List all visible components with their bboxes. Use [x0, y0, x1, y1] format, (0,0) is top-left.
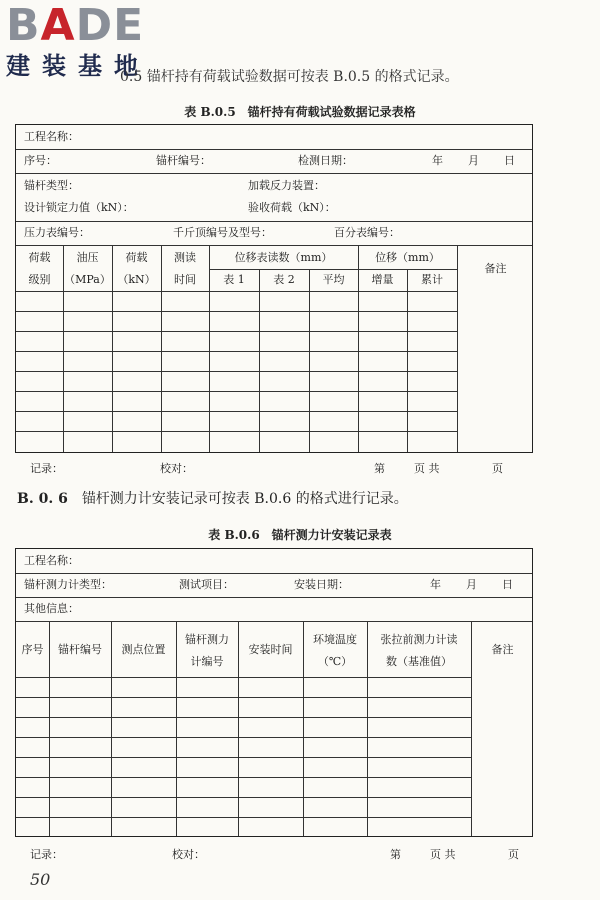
table1 — [15, 124, 533, 453]
t1-acceptance-load: 验收荷载（kN）： — [248, 201, 336, 214]
t2-year: 年 — [430, 578, 441, 591]
t2-h-point-pos: 测点位置 — [121, 643, 166, 656]
t1-h-gauge2: 表 2 — [273, 273, 295, 286]
t1-footer-checker: 校对： — [160, 462, 193, 475]
t1-project-name: 工程名称： — [24, 130, 79, 143]
t1-serial-no: 序号： — [24, 154, 57, 167]
t2-month: 月 — [466, 578, 477, 591]
intro-line: 0.5 锚杆持有荷载试验数据可按表 B.0.5 的格式记录。 — [120, 69, 459, 85]
t1-h-disp-readings: 位移表读数（mm） — [234, 251, 333, 264]
t1-design-lock-value: 设计锁定力值（kN）： — [24, 201, 134, 214]
t2-footer-page-mid: 页 共 — [430, 848, 456, 861]
t2-project-name: 工程名称： — [24, 554, 79, 567]
t1-h-gauge1: 表 1 — [223, 273, 245, 286]
t1-footer-page-pre: 第 — [374, 462, 385, 475]
t2-footer-checker: 校对： — [172, 848, 205, 861]
t1-test-date: 检测日期： — [298, 154, 353, 167]
t2-day: 日 — [502, 578, 513, 591]
t1-reaction-device: 加载反力装置： — [248, 179, 325, 192]
t1-h-increment: 增量 — [371, 273, 394, 286]
t2-h-install-time: 安装时间 — [248, 643, 293, 656]
t2-other-info: 其他信息： — [24, 602, 79, 615]
t1-h-cumulative: 累计 — [421, 273, 443, 286]
t2-h-pre-reading-1: 张拉前测力计读 — [380, 633, 458, 646]
t1-anchor-type: 锚杆类型： — [24, 179, 79, 192]
t2-h-remarks: 备注 — [491, 643, 514, 656]
t1-h-load-level-2: 级别 — [28, 273, 51, 286]
t2-h-env-temp-1: 环境温度 — [313, 633, 357, 646]
table2 — [15, 548, 533, 837]
t2-h-env-temp-2: （℃） — [317, 655, 353, 668]
t1-h-load-1: 荷载 — [125, 251, 148, 264]
t2-footer-page-post: 页 — [508, 848, 519, 861]
t1-month: 月 — [468, 154, 479, 167]
section-b06-paragraph — [17, 488, 408, 508]
t2-h-meter-no-1: 锚杆测力 — [185, 633, 229, 646]
section-number: B. 0. 6 — [17, 491, 68, 507]
t1-h-remarks: 备注 — [484, 262, 507, 275]
t1-h-average: 平均 — [322, 273, 345, 286]
t2-h-anchor-no: 锚杆编号 — [58, 643, 102, 656]
t1-h-load-2: （kN） — [117, 273, 156, 286]
t1-jack-no: 千斤顶编号及型号： — [173, 226, 272, 239]
t1-h-time-2: 时间 — [174, 273, 196, 286]
t2-footer-page-pre: 第 — [390, 848, 401, 861]
t1-footer-page-mid: 页 共 — [414, 462, 440, 475]
t1-year: 年 — [432, 154, 443, 167]
t1-day: 日 — [504, 154, 515, 167]
table1-caption: 表 B.0.5 锚杆持有荷载试验数据记录表格 — [184, 105, 416, 119]
logo-text: BADE — [6, 0, 145, 51]
t2-test-item: 测试项目： — [179, 578, 234, 591]
t1-h-displacement: 位移（mm） — [375, 251, 440, 264]
t2-footer-recorder: 记录： — [30, 848, 63, 861]
t1-pressure-gauge-no: 压力表编号： — [24, 226, 90, 239]
t1-anchor-no: 锚杆编号： — [156, 154, 211, 167]
section-text: 锚杆测力计安装记录可按表 B.0.6 的格式进行记录。 — [81, 491, 408, 507]
t2-install-date: 安装日期： — [294, 578, 349, 591]
t1-footer-page-post: 页 — [492, 462, 503, 475]
t1-h-oil-2: （MPa） — [64, 273, 111, 286]
t1-h-load-level-1: 荷载 — [28, 251, 51, 264]
page-number: 50 — [30, 870, 51, 889]
t1-h-time-1: 测读 — [174, 251, 196, 264]
logo-subtitle: 建装基地 — [6, 52, 150, 80]
t1-h-oil-1: 油压 — [76, 251, 99, 264]
t2-meter-type: 锚杆测力计类型： — [24, 578, 112, 591]
t2-h-pre-reading-2: 数（基准值） — [386, 655, 452, 668]
t1-footer-recorder: 记录： — [30, 462, 63, 475]
t2-h-serial: 序号 — [21, 643, 44, 656]
table2-caption: 表 B.0.6 锚杆测力计安装记录表 — [208, 528, 392, 542]
t1-dial-gauge-no: 百分表编号： — [334, 226, 400, 239]
t2-h-meter-no-2: 计编号 — [190, 655, 224, 668]
